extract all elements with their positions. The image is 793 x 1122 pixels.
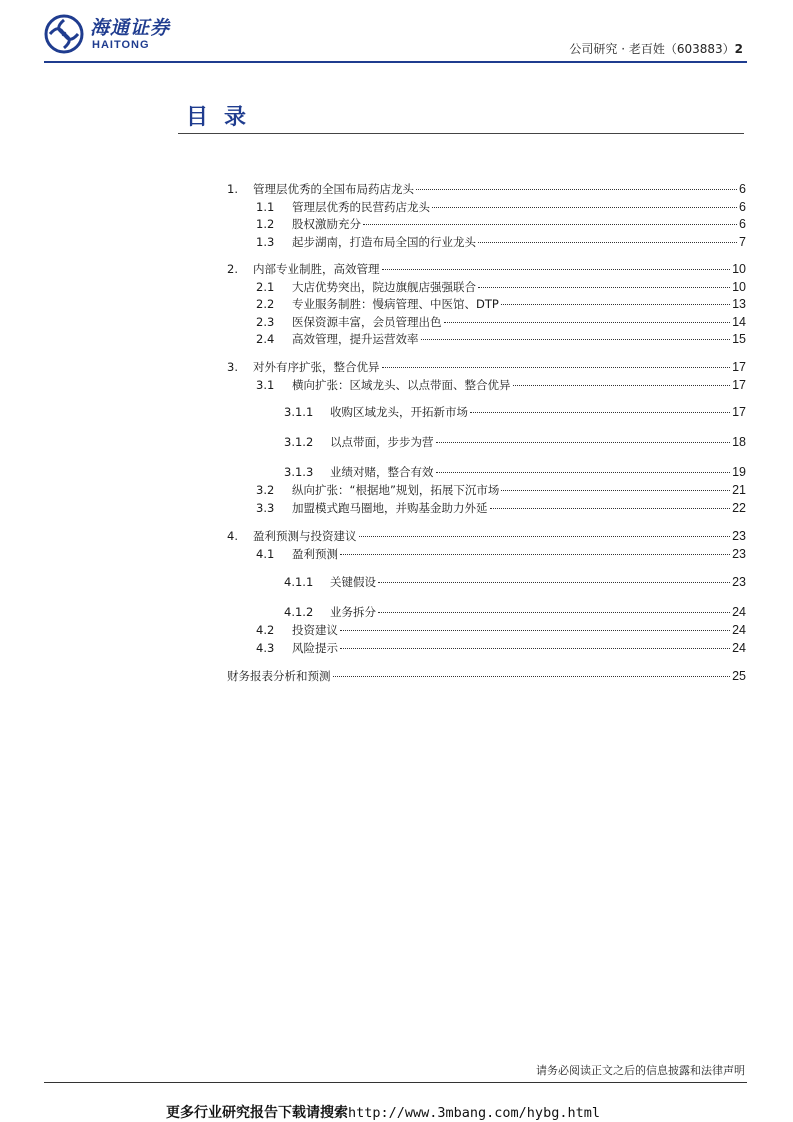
footer-url-link[interactable]: http://www.3mbang.com/hybg.html (348, 1105, 600, 1121)
toc-entry[interactable] (284, 574, 746, 590)
toc-entry[interactable] (284, 464, 746, 480)
toc-entry-number: 3.1.3 (284, 465, 314, 479)
toc-entry[interactable] (227, 528, 746, 544)
toc-entry-number: 4.3 (256, 641, 275, 655)
toc-leader-dots (421, 339, 731, 340)
toc-entry-page: 19 (732, 465, 746, 479)
toc-entry[interactable] (227, 668, 746, 684)
toc-leader-dots (333, 676, 731, 677)
toc-entry-label: 医保资源丰富，会员管理出色 (292, 315, 442, 329)
toc-entry-label: 高效管理，提升运营效率 (292, 332, 419, 346)
toc-entry[interactable] (256, 331, 746, 347)
toc-entry-number: 3.1 (256, 378, 275, 392)
toc-entry-page: 17 (732, 378, 746, 392)
toc-leader-dots (378, 582, 730, 583)
toc-leader-dots (501, 304, 730, 305)
toc-title-divider (178, 133, 744, 134)
toc-leader-dots (416, 189, 737, 190)
toc-entry[interactable] (256, 234, 746, 250)
toc-entry[interactable] (284, 604, 746, 620)
toc-leader-dots (444, 322, 731, 323)
toc-entry-number: 2.1 (256, 280, 275, 294)
logo-chinese-name: 海通证券 (90, 16, 171, 39)
toc-entry-number: 3. (227, 360, 238, 374)
toc-entry-page: 24 (732, 623, 746, 637)
toc-entry-number: 3.1.1 (284, 405, 314, 419)
toc-entry[interactable] (284, 404, 746, 420)
toc-entry-label: 股权激励充分 (292, 217, 361, 231)
toc-entry-page: 10 (732, 280, 746, 294)
toc-entry-label: 业务拆分 (330, 605, 376, 619)
toc-entry-label: 加盟模式跑马圈地，并购基金助力外延 (292, 501, 488, 515)
toc-entry-label: 对外有序扩张，整合优异 (253, 360, 380, 374)
toc-leader-dots (478, 287, 730, 288)
toc-entry-label: 关键假设 (330, 575, 376, 589)
toc-entry[interactable] (256, 216, 746, 232)
toc-entry-page: 10 (732, 262, 746, 276)
toc-entry[interactable] (256, 279, 746, 295)
toc-entry-label: 投资建议 (292, 623, 338, 637)
toc-entry-number: 2. (227, 262, 238, 276)
toc-entry-label: 盈利预测 (292, 547, 338, 561)
toc-entry[interactable] (256, 199, 746, 215)
toc-entry-number: 2.2 (256, 297, 275, 311)
toc-entry-label: 横向扩张：区域龙头、以点带面、整合优异 (292, 378, 511, 392)
toc-leader-dots (436, 442, 731, 443)
toc-leader-dots (359, 536, 731, 537)
toc-entry-number: 4.1.1 (284, 575, 314, 589)
toc-entry-number: 4.1 (256, 547, 275, 561)
toc-entry-page: 25 (732, 669, 746, 683)
toc-entry-label: 风险提示 (292, 641, 338, 655)
toc-entry[interactable] (256, 314, 746, 330)
footer-text: 更多行业研究报告下载请搜索 (166, 1105, 348, 1121)
toc-entry[interactable] (256, 377, 746, 393)
logo-english-name: HAITONG (92, 38, 150, 51)
toc-entry[interactable] (227, 261, 746, 277)
toc-entry-number: 2.3 (256, 315, 275, 329)
toc-entry-label: 管理层优秀的民营药店龙头 (292, 200, 430, 214)
report-info (569, 40, 743, 57)
toc-entry-page: 6 (739, 200, 746, 214)
page-number: 2 (734, 42, 743, 56)
toc-entry[interactable] (227, 181, 746, 197)
toc-entry-number: 4. (227, 529, 238, 543)
toc-entry-number: 1.1 (256, 200, 275, 214)
toc-entry-page: 24 (732, 641, 746, 655)
toc-entry-page: 18 (732, 435, 746, 449)
toc-entry-page: 23 (732, 529, 746, 543)
toc-entry-number: 4.2 (256, 623, 275, 637)
toc-leader-dots (378, 612, 730, 613)
toc-entry-page: 7 (739, 235, 746, 249)
toc-entry-number: 1.3 (256, 235, 275, 249)
toc-entry-label: 大店优势突出，院边旗舰店强强联合 (292, 280, 476, 294)
report-title: 公司研究 · 老百姓（603883） (569, 42, 735, 56)
toc-entry-page: 17 (732, 360, 746, 374)
toc-entry-label: 专业服务制胜：慢病管理、中医馆、DTP (292, 297, 499, 311)
toc-entry[interactable] (256, 546, 746, 562)
toc-entry-number: 3.3 (256, 501, 275, 515)
toc-entry-page: 21 (732, 483, 746, 497)
toc-entry[interactable] (256, 500, 746, 516)
toc-leader-dots (513, 385, 731, 386)
toc-title: 目录 (186, 104, 263, 130)
toc-entry-number: 1. (227, 182, 238, 196)
disclaimer-text: 请务必阅读正文之后的信息披露和法律声明 (536, 1064, 745, 1077)
toc-entry-label: 以点带面，步步为营 (330, 435, 434, 449)
toc-entry[interactable] (284, 434, 746, 450)
toc-entry[interactable] (227, 359, 746, 375)
toc-entry[interactable] (256, 640, 746, 656)
toc-entry-number: 2.4 (256, 332, 275, 346)
header-divider (44, 61, 747, 63)
toc-leader-dots (382, 269, 731, 270)
toc-entry-label: 财务报表分析和预测 (227, 669, 331, 683)
toc-entry-label: 业绩对赌，整合有效 (330, 465, 434, 479)
toc-leader-dots (478, 242, 737, 243)
toc-leader-dots (432, 207, 737, 208)
toc-entry-page: 22 (732, 501, 746, 515)
toc-entry-label: 管理层优秀的全国布局药店龙头 (253, 182, 414, 196)
toc-entry-number: 1.2 (256, 217, 275, 231)
toc-entry-page: 6 (739, 182, 746, 196)
haitong-logo (44, 14, 170, 54)
toc-entry-number: 3.1.2 (284, 435, 314, 449)
toc-entry-page: 6 (739, 217, 746, 231)
toc-entry-page: 24 (732, 605, 746, 619)
page-header (0, 0, 793, 70)
toc-entry-number: 3.2 (256, 483, 275, 497)
footer-divider (44, 1082, 747, 1083)
toc-leader-dots (501, 490, 730, 491)
toc-entry-page: 23 (732, 575, 746, 589)
toc-entry-label: 起步湖南，打造布局全国的行业龙头 (292, 235, 476, 249)
toc-leader-dots (340, 554, 730, 555)
toc-leader-dots (470, 412, 730, 413)
toc-entry-page: 23 (732, 547, 746, 561)
toc-leader-dots (340, 648, 730, 649)
toc-entry-page: 17 (732, 405, 746, 419)
toc-leader-dots (340, 630, 730, 631)
toc-entry[interactable] (256, 296, 746, 312)
toc-entry[interactable] (256, 622, 746, 638)
toc-entry-label: 盈利预测与投资建议 (253, 529, 357, 543)
toc-entry-label: 收购区域龙头，开拓新市场 (330, 405, 468, 419)
toc-leader-dots (363, 224, 737, 225)
toc-entry-number: 4.1.2 (284, 605, 314, 619)
toc-leader-dots (436, 472, 731, 473)
toc-entry-label: 纵向扩张：“根据地”规划，拓展下沉市场 (292, 483, 500, 497)
toc-entry-label: 内部专业制胜，高效管理 (253, 262, 380, 276)
toc-leader-dots (382, 367, 731, 368)
toc-entry-page: 15 (732, 332, 746, 346)
toc-entry[interactable] (256, 482, 746, 498)
footer-promo (166, 1102, 600, 1122)
haitong-emblem-icon (44, 14, 84, 54)
toc-leader-dots (490, 508, 731, 509)
toc-entry-page: 14 (732, 315, 746, 329)
toc-entry-page: 13 (732, 297, 746, 311)
